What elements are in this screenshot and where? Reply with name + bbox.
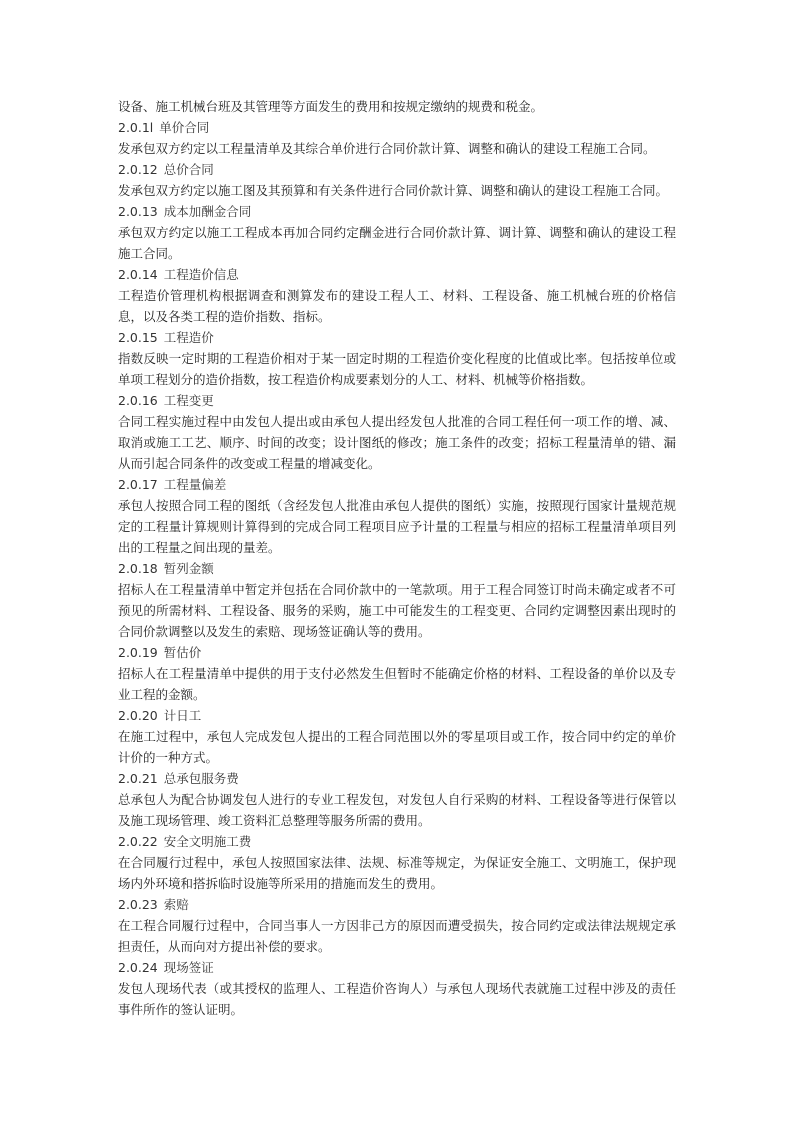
definition-title: 安全文明施工费 xyxy=(163,834,252,849)
definition-heading xyxy=(118,768,676,789)
definition-title: 工程变更 xyxy=(163,393,214,408)
definition-heading xyxy=(118,201,676,222)
definition-title: 单价合同 xyxy=(159,120,210,135)
definition-number: 2.0.1l xyxy=(118,120,154,135)
definition-heading xyxy=(118,327,676,348)
definition-item xyxy=(118,831,676,894)
definition-body: 在施工过程中，承包人完成发包人提出的工程合同范围以外的零星项目或工作，按合同中约定的单价计价的一种方式。 xyxy=(118,729,676,765)
definition-number: 2.0.16 xyxy=(118,393,158,408)
definition-item xyxy=(118,642,676,705)
definition-title: 暂估价 xyxy=(163,645,202,660)
definition-number: 2.0.21 xyxy=(118,771,158,786)
definition-item xyxy=(118,474,676,558)
definition-item xyxy=(118,894,676,957)
definition-number: 2.0.20 xyxy=(118,708,158,723)
definition-body: 承包人按照合同工程的图纸（含经发包人批准由承包人提供的图纸）实施，按照现行国家计量规范规定的工程量计算规则计算得到的完成合同工程项目应予计量的工程量与相应的招标工程量清单项目列出的工程量之间出现的量差。 xyxy=(118,498,676,555)
definition-title: 现场签证 xyxy=(163,960,214,975)
definition-body: 总承包人为配合协调发包人进行的专业工程发包，对发包人自行采购的材料、工程设备等进行保管以及施工现场管理、竣工资料汇总整理等服务所需的费用。 xyxy=(118,792,676,828)
document-page xyxy=(118,96,676,1020)
definition-title: 成本加酬金合同 xyxy=(163,204,252,219)
definition-title: 工程造价信息 xyxy=(163,267,239,282)
definition-number: 2.0.18 xyxy=(118,561,158,576)
definition-item xyxy=(118,768,676,831)
definition-item xyxy=(118,957,676,1020)
definition-body: 在工程合同履行过程中，合同当事人一方因非己方的原因而遭受损失，按合同约定或法律法规规定承担责任，从而向对方提出补偿的要求。 xyxy=(118,918,676,954)
definition-title: 暂列金额 xyxy=(163,561,214,576)
definition-heading xyxy=(118,264,676,285)
definition-body: 发包人现场代表（或其授权的监理人、工程造价咨询人）与承包人现场代表就施工过程中涉及的责任事件所作的签认证明。 xyxy=(118,981,676,1017)
definition-heading xyxy=(118,894,676,915)
definition-title: 工程量偏差 xyxy=(163,477,227,492)
definition-number: 2.0.17 xyxy=(118,477,158,492)
definition-number: 2.0.13 xyxy=(118,204,158,219)
definition-number: 2.0.12 xyxy=(118,162,158,177)
definition-heading xyxy=(118,831,676,852)
definition-title: 索赔 xyxy=(163,897,189,912)
definition-body: 在合同履行过程中，承包人按照国家法律、法规、标准等规定，为保证安全施工、文明施工，保护现场内外环境和搭拆临时设施等所采用的措施而发生的费用。 xyxy=(118,855,676,891)
definition-item xyxy=(118,264,676,327)
definition-title: 总承包服务费 xyxy=(163,771,239,786)
definition-heading xyxy=(118,642,676,663)
definition-heading xyxy=(118,159,676,180)
definition-heading xyxy=(118,390,676,411)
definition-number: 2.0.15 xyxy=(118,330,158,345)
definition-item xyxy=(118,201,676,264)
definition-number: 2.0.23 xyxy=(118,897,158,912)
definition-item xyxy=(118,705,676,768)
definition-body: 发承包双方约定以工程量清单及其综合单价进行合同价款计算、调整和确认的建设工程施工合同。 xyxy=(118,141,656,156)
definition-title: 计日工 xyxy=(163,708,202,723)
definition-item xyxy=(118,390,676,474)
definition-body: 合同工程实施过程中由发包人提出或由承包人提出经发包人批准的合同工程任何一项工作的增、减、取消或施工工艺、顺序、时间的改变；设计图纸的修改；施工条件的改变；招标工程量清单的错、漏从而引起合同条件的改变或工程量的增减变化。 xyxy=(118,414,676,471)
intro-paragraph: 设备、施工机械台班及其管理等方面发生的费用和按规定缴纳的规费和税金。 xyxy=(118,99,544,114)
definition-body: 招标人在工程量清单中提供的用于支付必然发生但暂时不能确定价格的材料、工程设备的单价以及专业工程的金额。 xyxy=(118,666,676,702)
definition-body: 工程造价管理机构根据调查和测算发布的建设工程人工、材料、工程设备、施工机械台班的价格信息，以及各类工程的造价指数、指标。 xyxy=(118,288,676,324)
definition-item xyxy=(118,117,676,159)
definition-heading xyxy=(118,558,676,579)
definition-title: 总价合同 xyxy=(163,162,214,177)
definition-number: 2.0.14 xyxy=(118,267,158,282)
definition-title: 工程造价 xyxy=(163,330,214,345)
definition-number: 2.0.19 xyxy=(118,645,158,660)
definition-number: 2.0.24 xyxy=(118,960,158,975)
definition-item xyxy=(118,558,676,642)
definitions-list xyxy=(118,117,676,1020)
definition-heading xyxy=(118,957,676,978)
definition-body: 指数反映一定时期的工程造价相对于某一固定时期的工程造价变化程度的比值或比率。包括按单位或单项工程划分的造价指数，按工程造价构成要素划分的人工、材料、机械等价格指数。 xyxy=(118,351,676,387)
definition-item xyxy=(118,327,676,390)
definition-heading xyxy=(118,705,676,726)
definition-item xyxy=(118,159,676,201)
definition-body: 发承包双方约定以施工图及其预算和有关条件进行合同价款计算、调整和确认的建设工程施工合同。 xyxy=(118,183,669,198)
definition-heading xyxy=(118,117,676,138)
definition-number: 2.0.22 xyxy=(118,834,158,849)
definition-heading xyxy=(118,474,676,495)
definition-body: 承包双方约定以施工工程成本再加合同约定酬金进行合同价款计算、调计算、调整和确认的建设工程施工合同。 xyxy=(118,225,676,261)
definition-body: 招标人在工程量清单中暂定并包括在合同价款中的一笔款项。用于工程合同签订时尚未确定或者不可预见的所需材料、工程设备、服务的采购，施工中可能发生的工程变更、合同约定调整因素出现时的合同价款调整以及发生的索赔、现场签证确认等的费用。 xyxy=(118,582,676,639)
